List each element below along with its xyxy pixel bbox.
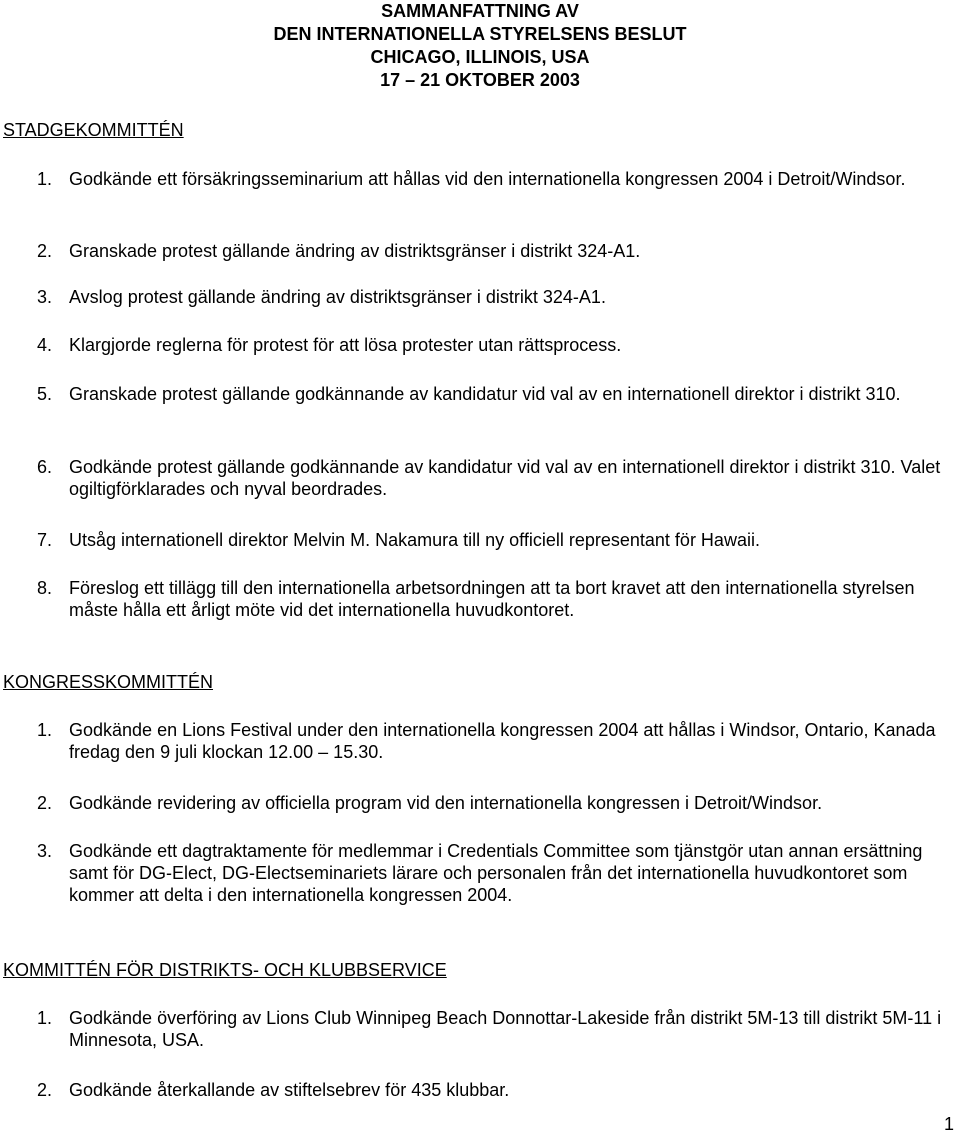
item-number: 3. (37, 287, 53, 307)
item-number: 2. (37, 1080, 53, 1100)
item-number: 1. (37, 169, 53, 189)
item-text: Godkände ett försäkringsseminarium att hållas vid den internationella kongressen 2004 i Detroit/Windsor. (69, 169, 906, 189)
item-text: Granskade protest gällande godkännande av kandidatur vid val av en internationell direktor i distrikt 310. (69, 384, 901, 404)
item-text: Godkände överföring av Lions Club Winnipeg Beach Donnottar-Lakeside från distrikt 5M-13 till distrikt 5M-11 i Minnesota, USA. (69, 1008, 942, 1050)
item-number: 6. (37, 457, 53, 477)
page-number: 1 (943, 1114, 954, 1134)
item-text: Utsåg internationell direktor Melvin M. Nakamura till ny officiell representant för Hawaii. (69, 530, 760, 550)
document-header (0, 0, 960, 92)
item-number: 8. (37, 578, 53, 598)
item-text: Godkände protest gällande godkännande av kandidatur vid val av en internationell direktor i distrikt 310. Valet ogiltigförklarades och nyval beordrades. (69, 457, 941, 499)
item-number: 3. (37, 841, 53, 861)
item-text: Granskade protest gällande ändring av distriktsgränser i distrikt 324-A1. (69, 241, 641, 261)
item-text: Föreslog ett tillägg till den internationella arbetsordningen att ta bort kravet att den internationella styrelsen måste hålla ett årligt möte vid det internationella huvudkontoret. (69, 578, 915, 620)
item-number: 1. (37, 720, 53, 740)
item-text: Klargjorde reglerna för protest för att lösa protester utan rättsprocess. (69, 335, 622, 355)
item-number: 7. (37, 530, 53, 550)
item-text: Godkände en Lions Festival under den internationella kongressen 2004 att hållas i Windsor, Ontario, Kanada fredag den 9 juli klockan 12.00 – 15.30. (69, 720, 936, 762)
item-text: Godkände revidering av officiella program vid den internationella kongressen i Detroit/Windsor. (69, 793, 823, 813)
section-title-distrikts-klubbservice: KOMMITTÉN FÖR DISTRIKTS- OCH KLUBBSERVICE (3, 960, 447, 980)
item-text: Godkände återkallande av stiftelsebrev för 435 klubbar. (69, 1080, 510, 1100)
item-number: 4. (37, 335, 53, 355)
item-number: 2. (37, 241, 53, 261)
header-location: CHICAGO, ILLINOIS, USA (370, 47, 590, 67)
section-title-stadgekommitten: STADGEKOMMITTÉN (3, 120, 184, 140)
header-title: SAMMANFATTNING AV (381, 1, 579, 21)
header-dates: 17 – 21 OKTOBER 2003 (380, 70, 580, 90)
item-number: 5. (37, 384, 53, 404)
item-text: Godkände ett dagtraktamente för medlemmar i Credentials Committee som tjänstgör utan annan ersättning samt för DG-Elect, DG-Electseminariets lärare och personalen från det internationella huvudkontoret som kommer att delta i den internationella kongressen 2004. (69, 841, 923, 905)
section-title-kongresskommitten: KONGRESSKOMMITTÉN (3, 672, 214, 692)
item-number: 2. (37, 793, 53, 813)
item-number: 1. (37, 1008, 53, 1028)
header-subtitle: DEN INTERNATIONELLA STYRELSENS BESLUT (273, 24, 687, 44)
item-text: Avslog protest gällande ändring av distriktsgränser i distrikt 324-A1. (69, 287, 606, 307)
